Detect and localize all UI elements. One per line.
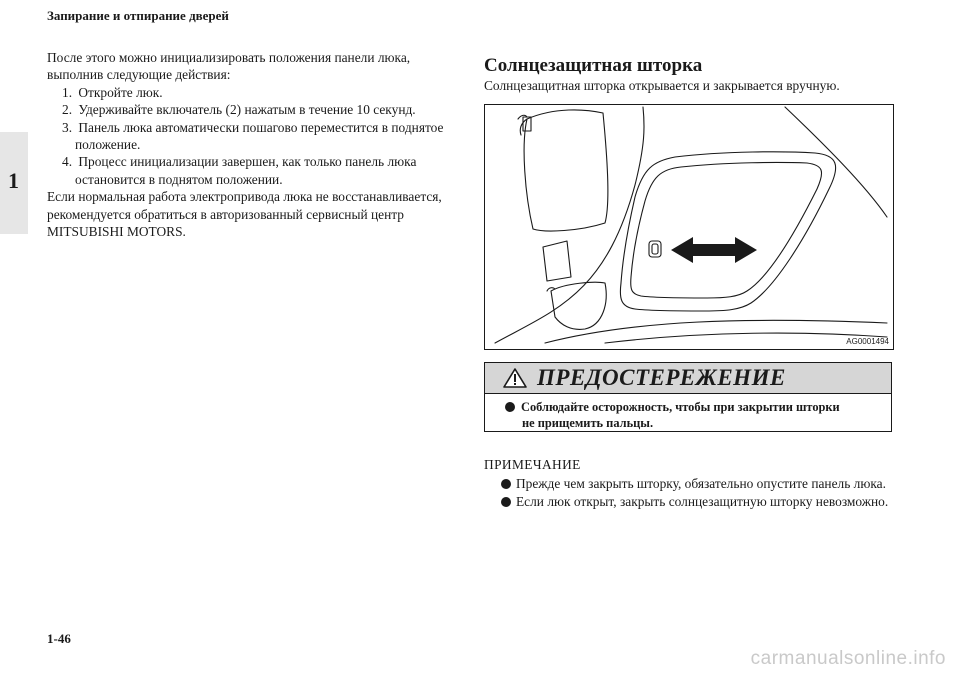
chapter-number: 1: [8, 168, 19, 193]
left-column: [47, 49, 457, 240]
warning-triangle-icon: [503, 368, 527, 393]
note-section: [484, 456, 904, 510]
intro-paragraph: После этого можно инициализировать положения панели люка, выполнив следующие действия:: [47, 50, 411, 83]
step-text: Процесс инициализации завершен, как только панель люка остановится в поднятом положении.: [75, 154, 417, 187]
right-column: [484, 55, 894, 95]
warning-box: [484, 362, 892, 432]
page-header: Запирание и отпирание дверей: [47, 8, 229, 23]
note-item: [484, 475, 904, 492]
warning-line-1: Соблюдайте осторожность, чтобы при закрытии шторки: [521, 400, 840, 414]
section-intro: Солнцезащитная шторка открывается и закрывается вручную.: [484, 78, 840, 93]
step-text: Откройте люк.: [78, 84, 163, 100]
warning-text: [505, 399, 881, 431]
bullet-icon: [501, 479, 511, 489]
step-3: [47, 119, 457, 154]
step-text: Панель люка автоматически пошагово переместится в поднятое положение.: [75, 119, 444, 153]
step-text: Удерживайте включатель (2) нажатым в течение 10 секунд.: [78, 102, 416, 118]
warning-line-2: не прищемить пальцы.: [522, 416, 654, 430]
outro-paragraph: Если нормальная работа электропривода люка не восстанавливается, рекомендуется обратиться в авторизованный сервисный центр MITSUBISHI MOTORS.: [47, 189, 442, 240]
bullet-icon: [501, 497, 511, 507]
step-number: 2.: [62, 102, 73, 118]
note-item-text: Если люк открыт, закрыть солнцезащитную шторку невозможно.: [516, 493, 889, 509]
step-2: [47, 101, 457, 118]
step-number: 3.: [62, 119, 73, 135]
step-number: 1.: [62, 84, 73, 100]
figure-code: AG0001494: [846, 337, 889, 346]
bullet-icon: [505, 402, 515, 412]
watermark: carmanualsonline.info: [750, 648, 946, 669]
warning-header: [485, 363, 891, 394]
step-number: 4.: [62, 154, 73, 170]
note-item-text: Прежде чем закрыть шторку, обязательно опустите панель люка.: [516, 476, 886, 492]
step-4: [47, 153, 457, 188]
note-item: [484, 493, 904, 510]
step-1: [47, 84, 457, 101]
page-number: 1-46: [47, 631, 71, 646]
sunshade-illustration: [484, 104, 894, 350]
note-label: ПРИМЕЧАНИЕ: [484, 457, 581, 472]
section-title: Солнцезащитная шторка: [484, 55, 703, 76]
slide-arrow-icon: [671, 237, 757, 263]
warning-title: ПРЕДОСТЕРЕЖЕНИЕ: [537, 365, 786, 390]
sunroof-drawing: [485, 105, 893, 349]
